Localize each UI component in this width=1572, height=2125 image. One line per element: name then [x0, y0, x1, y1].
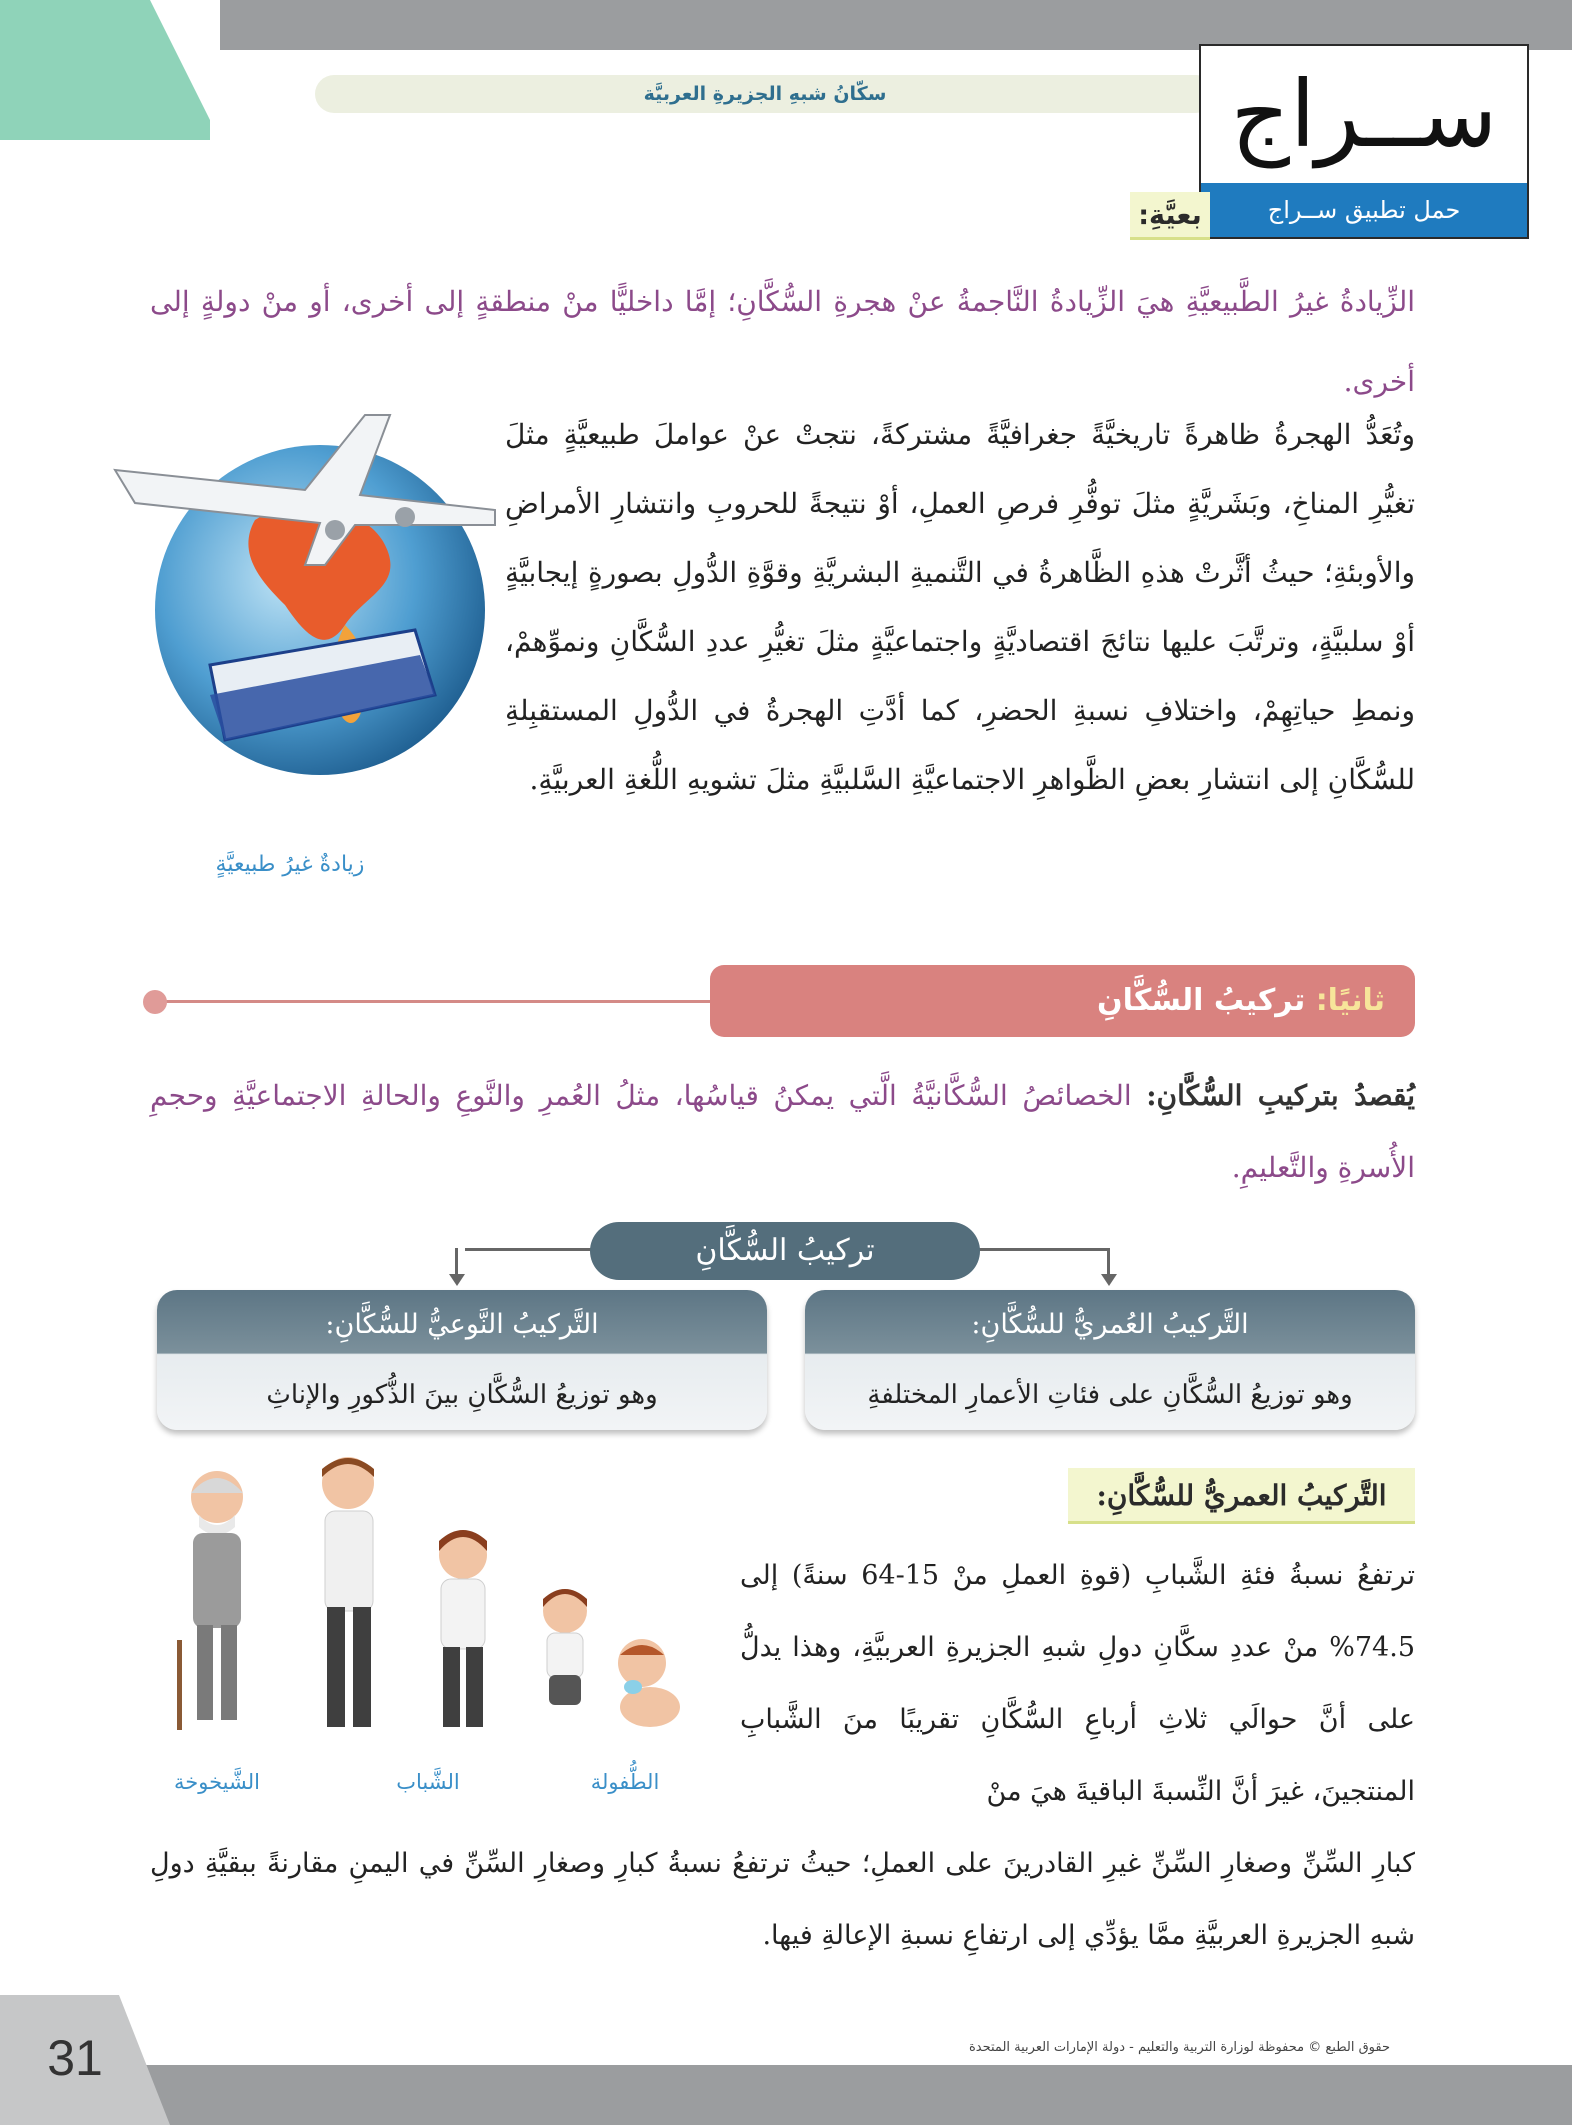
section-rule-dot	[143, 990, 167, 1014]
page-number: 31	[47, 2030, 103, 2086]
arrow-down-icon	[449, 1274, 465, 1286]
migration-definition: الزِّيادةُ غيرُ الطَّبيعيَّةِ هيَ الزِّيادةُ النَّاجمةُ عنْ هجرةِ السُّكَّانِ؛ إمَّا داخليًّا منْ منطقةٍ إلى أخرى، أو منْ دولةٍ إلى أخرى.	[150, 285, 1415, 398]
definition-text: الخصائصُ السُّكَّانيَّةُ الَّتي يمكنُ قياسُها، مثلُ العُمرِ والنَّوعِ والحالةِ الاجتماعيَّةِ وحجمِ الأُسرةِ والتَّعليمِ.	[150, 1079, 1415, 1184]
child-icon	[543, 1589, 587, 1705]
age-paragraph-2: كبارِ السِّنِّ وصغارِ السِّنِّ غيرِ القادرينَ على العملِ؛ حيثُ ترتفعُ نسبةُ كبارِ وصغارِ السِّنِّ في اليمنِ مقارنةً ببقيَّةِ دولِ شبهِ الجزيرةِ العربيَّةِ ممَّا يؤدِّي إلى ارتفاعِ نسبةِ الإعالةِ فيها.	[150, 1848, 1415, 1951]
figure-caption: زيادةٌ غيرُ طبيعيَّةٍ	[215, 852, 365, 877]
section-number: ثانيًا:	[1315, 983, 1385, 1018]
age-structure-heading: التَّركيبُ العمريُّ للسُّكَّانِ:	[1068, 1468, 1415, 1524]
migration-body: وتُعَدُّ الهجرةُ ظاهرةً تاريخيَّةً جغرافيَّةً مشتركةً، نتجتْ عنْ عواملَ طبيعيَّةٍ مثلَ تغيُّرِ المناخِ، وبَشَريَّةٍ مثلَ توفُّرِ فرصِ العملِ، أوْ نتيجةً للحروبِ وانتشارِ الأمراضِ والأوبئةِ؛ حيثُ أثَّرتْ هذهِ الظَّاهرةُ في التَّنميةِ البشريَّةِ وقوَّةِ الدُّولِ بصورةٍ إيجابيَّةٍ أوْ سلبيَّةٍ، وترتَّبَ عليها نتائجَ اقتصاديَّةٍ واجتماعيَّةٍ مثلَ تغيُّرِ عددِ السُّكَّانِ ونموِّهمْ، ونمطِ حياتِهِمْ، واختلافِ نسبةِ الحضرِ، كما أدَّتِ الهجرةُ في الدُّولِ المستقبِلةِ للسُّكَّانِ إلى انتشارِ بعضِ الظَّواهرِ الاجتماعيَّةِ السَّلبيَّةِ مثلَ تشويهِ اللُّغةِ العربيَّةِ.	[505, 418, 1415, 796]
definition-term: يُقصدُ بتركيبِ السُّكَّانِ:	[1146, 1079, 1416, 1112]
diagram-age-desc: وهو توزيعُ السُّكَّانِ على فئاتِ الأعمارِ المختلفةِ	[867, 1380, 1353, 1410]
caption-old-age: الشَّيخوخة	[174, 1770, 260, 1794]
life-stages-figure	[155, 1455, 715, 1755]
copyright-notice: حقوق الطبع © محفوظة لوزارة التربية والتعليم - دولة الإمارات العربية المتحدة	[968, 2040, 1390, 2055]
arrow-down-icon	[1101, 1274, 1117, 1286]
section-title-text: تركيبُ السُّكَّانِ	[1097, 983, 1306, 1018]
siraj-app-tagline[interactable]: حمل تطبيق ســراج	[1201, 183, 1527, 237]
bottom-band	[0, 2065, 1572, 2125]
caption-youth: الشَّباب	[396, 1770, 460, 1794]
section-rule	[155, 1000, 725, 1003]
siraj-logo-word: ســراج	[1230, 61, 1498, 168]
diagram-gender-title: التَّركيبُ النَّوعيُّ للسُّكَّانِ:	[325, 1309, 599, 1340]
diagram-gender-desc: وهو توزيعُ السُّكَّانِ بينَ الذُّكورِ والإناثِ	[266, 1380, 658, 1410]
section-title	[710, 965, 1385, 1037]
diagram-root: تركيبُ السُّكَّانِ	[590, 1222, 980, 1280]
section-heading-partial: بعيَّةِ:	[1130, 192, 1210, 240]
elder-icon	[177, 1471, 243, 1730]
baby-icon	[618, 1639, 680, 1727]
teen-icon	[439, 1530, 487, 1727]
top-band	[0, 0, 1572, 50]
caption-childhood: الطُّفولة	[590, 1770, 660, 1794]
young-man-icon	[322, 1457, 374, 1727]
composition-definition	[150, 1060, 1415, 1204]
globe-plane-figure	[105, 395, 505, 795]
unit-title: سكّانُ شبهِ الجزيرةِ العربيَّة	[643, 83, 887, 105]
age-paragraph-1: ترتفعُ نسبةُ فئةِ الشَّبابِ (قوةِ العملِ منْ 15-64 سنةً) إلى 74.5% منْ عددِ سكَّانِ دولِ شبهِ الجزيرةِ العربيَّةِ، وهذا يدلُّ على أنَّ حوالَي ثلاثِ أرباعِ السُّكَّانِ تقريبًا منَ الشَّبابِ المنتجينَ، غيرَ أنَّ النِّسبةَ الباقيةَ هيَ منْ	[740, 1560, 1415, 1807]
diagram-age-title: التَّركيبُ العُمريُّ للسُّكَّانِ:	[971, 1309, 1249, 1340]
